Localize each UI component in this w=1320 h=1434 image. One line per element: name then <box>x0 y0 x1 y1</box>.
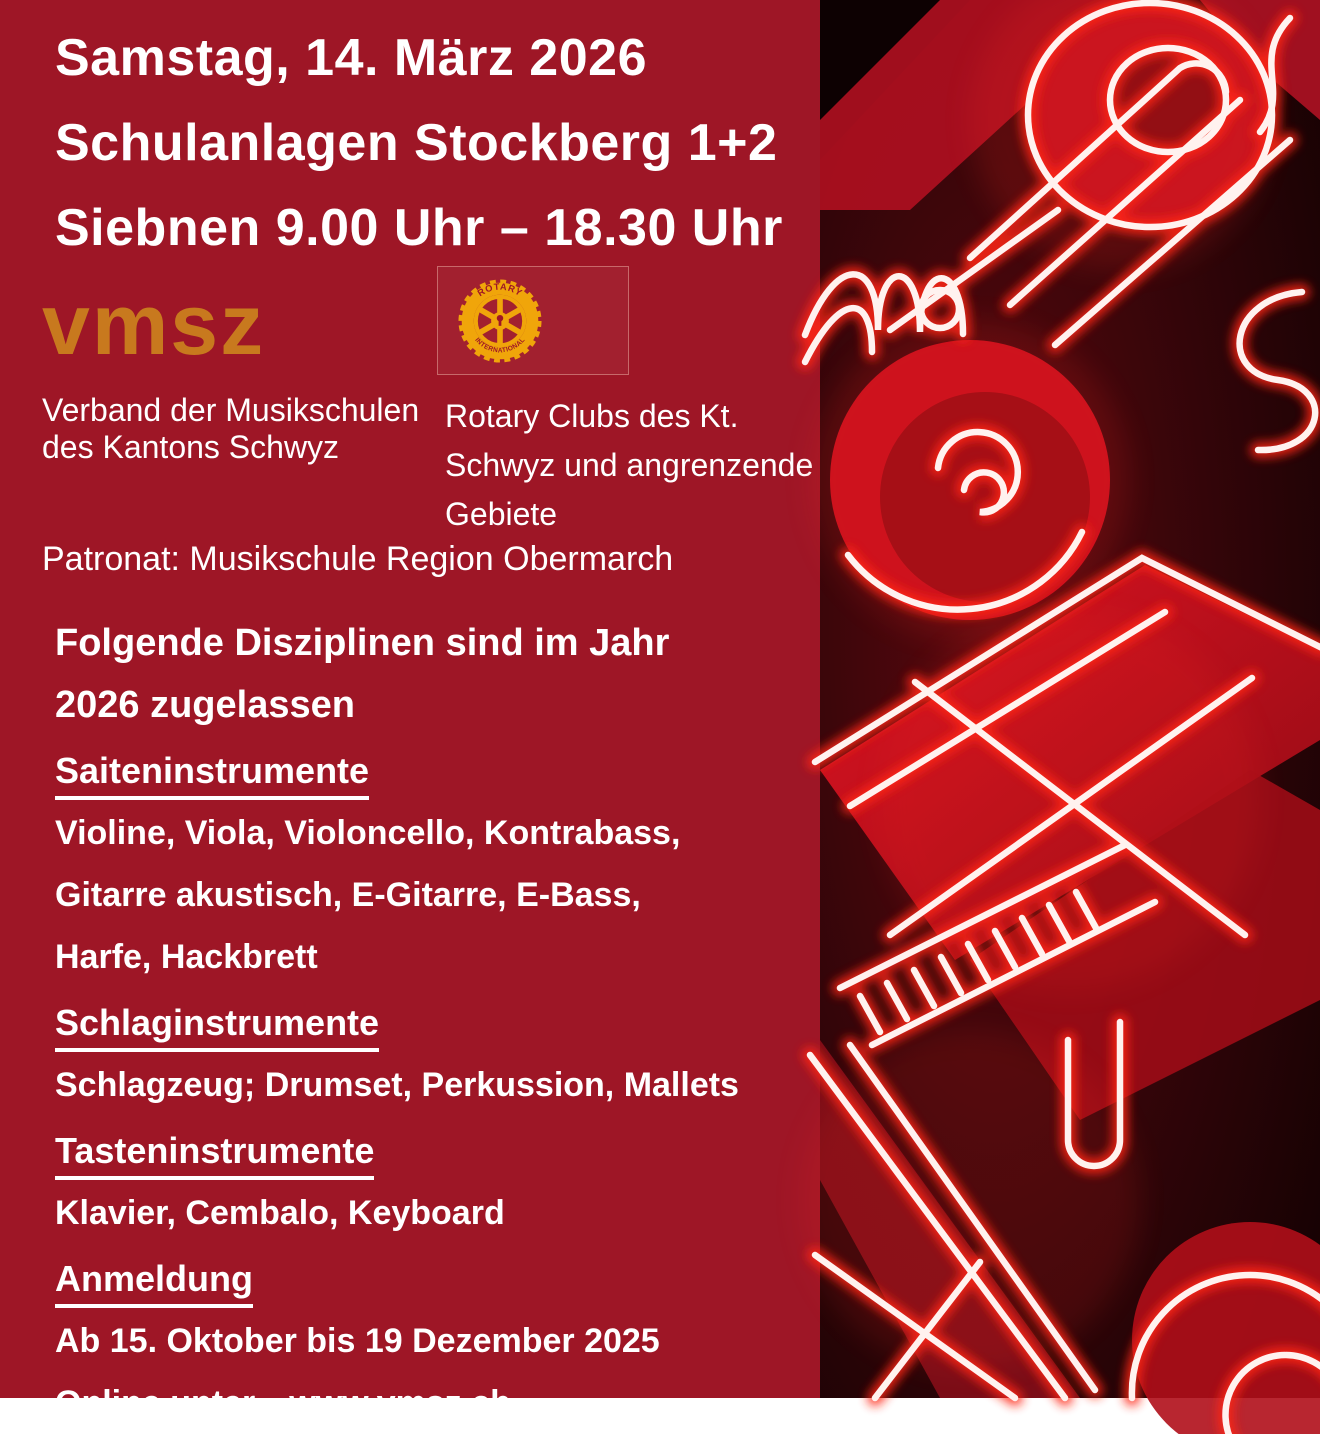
registration-online-url: www.vmsz.ch <box>289 1384 511 1422</box>
event-header <box>55 16 783 271</box>
vmsz-description-line1: Verband der Musikschulen <box>42 392 420 428</box>
rotary-wheel-icon <box>450 271 550 371</box>
event-venue: Schulanlagen Stockberg 1+2 <box>55 114 778 172</box>
registration-period-line: Ab 15. Oktober bis 19 Dezember 2025 <box>55 1322 660 1360</box>
vmsz-logo: vmsz <box>42 277 266 373</box>
patronat-line: Patronat: Musikschule Region Obermarch <box>42 540 674 578</box>
registration-online-line <box>55 1372 815 1434</box>
registration-online-label: Online unter <box>55 1384 256 1422</box>
section-title-strings-label: Saiteninstrumente <box>55 750 369 800</box>
event-date: Samstag, 14. März 2026 <box>55 29 647 87</box>
vmsz-description <box>42 392 419 466</box>
rotary-description-line2: Schwyz und angrenzende <box>445 447 814 483</box>
strings-line3: Harfe, Hackbrett <box>55 938 318 976</box>
neon-instruments-photo <box>820 0 1320 1398</box>
section-title-keyboard <box>55 1120 815 1182</box>
neon-artwork <box>820 0 1320 1398</box>
section-title-strings <box>55 740 815 802</box>
percussion-line1: Schlagzeug; Drumset, Perkussion, Mallets <box>55 1066 739 1104</box>
vmsz-description-line2: des Kantons Schwyz <box>42 429 340 465</box>
section-title-percussion <box>55 992 815 1054</box>
section-title-registration <box>55 1248 815 1310</box>
rotary-description <box>445 392 813 539</box>
rotary-wheel-top-text: ROTARY <box>475 281 525 298</box>
event-time: Siebnen 9.00 Uhr – 18.30 Uhr <box>55 199 783 257</box>
strings-line1: Violine, Viola, Violoncello, Kontrabass, <box>55 814 681 852</box>
rotary-logo-box <box>437 266 629 375</box>
disciplines-list <box>55 612 815 1434</box>
strings-line2: Gitarre akustisch, E-Gitarre, E-Bass, <box>55 876 641 914</box>
section-title-keyboard-label: Tasteninstrumente <box>55 1130 374 1180</box>
rotary-wheel-bottom-text: INTERNATIONAL <box>473 336 527 354</box>
section-title-percussion-label: Schlaginstrumente <box>55 1002 379 1052</box>
disciplines-intro-line2: 2026 zugelassen <box>55 684 355 726</box>
rotary-description-line1: Rotary Clubs des Kt. <box>445 398 739 434</box>
section-title-registration-label: Anmeldung <box>55 1258 253 1308</box>
keyboard-line1: Klavier, Cembalo, Keyboard <box>55 1194 505 1232</box>
disciplines-intro-line1: Folgende Disziplinen sind im Jahr <box>55 622 670 664</box>
rotary-description-line3: Gebiete <box>445 496 558 532</box>
